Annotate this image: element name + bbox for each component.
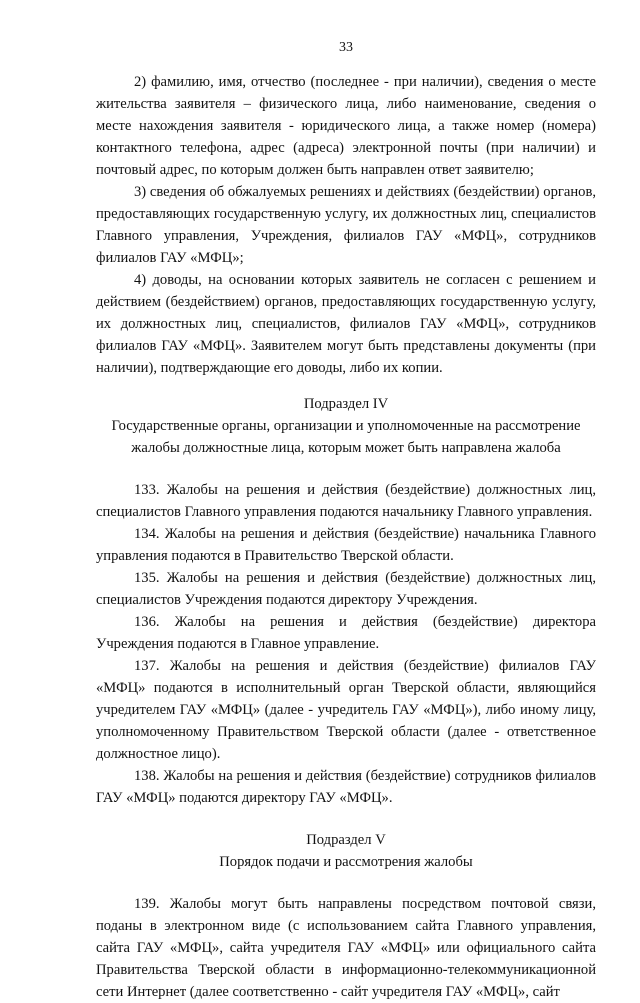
section-4-subtitle: Государственные органы, организации и уполномоченные на рассмотрение жалобы должностные лица, которым может быть направлена жалоба [111,418,581,456]
paragraph-item-2: 2) фамилию, имя, отчество (последнее - при наличии), сведения о месте жительства заявителя – физического лица, либо наименование, сведения о месте нахождения заявителя - юридического лица, а также номер (номера) контактного телефона, адрес (адреса) электронной почты (при наличии) и почтовый адрес, по которым должен быть направлен ответ заявителю; [96,74,596,178]
paragraph-138: 138. Жалобы на решения и действия (бездействие) сотрудников филиалов ГАУ «МФЦ» подаются директору ГАУ «МФЦ». [96,768,596,806]
document-page [96,38,596,1003]
section-4-title: Подраздел IV [303,396,389,412]
paragraph-133: 133. Жалобы на решения и действия (бездействие) должностных лиц, специалистов Главного управления подаются начальнику Главного управления. [96,482,596,520]
paragraph-item-4: 4) доводы, на основании которых заявитель не согласен с решением и действием (бездействием) органов, предоставляющих государственную услугу, их должностных лиц, специалистов, филиалов ГАУ «МФЦ», сотрудников филиалов ГАУ «МФЦ». Заявителем могут быть представлены документы (при наличии), подтверждающие его доводы, либо их копии. [96,272,596,376]
section-5-subtitle: Порядок подачи и рассмотрения жалобы [219,854,473,870]
section-5-title: Подраздел V [306,832,386,848]
paragraph-137: 137. Жалобы на решения и действия (бездействие) филиалов ГАУ «МФЦ» подаются в исполнительный орган Тверской области, являющийся учредителем ГАУ «МФЦ» (далее - учредитель ГАУ «МФЦ»), либо иному лицу, уполномоченному Правительством Тверской области (далее - ответственное должностное лицо). [96,658,596,762]
paragraph-135: 135. Жалобы на решения и действия (бездействие) должностных лиц, специалистов Учреждения подаются директору Учреждения. [96,570,596,608]
paragraph-139: 139. Жалобы могут быть направлены посредством почтовой связи, поданы в электронном виде (с использованием сайта Главного управления, сайта ГАУ «МФЦ», сайта учредителя ГАУ «МФЦ» или официального сайта Правительства Тверской области в информационно-телекоммуникационной сети Интернет (далее соответственно - сайт учредителя ГАУ «МФЦ», сайт [96,896,596,1000]
paragraph-136: 136. Жалобы на решения и действия (бездействие) директора Учреждения подаются в Главное управление. [96,614,596,652]
paragraph-item-3: 3) сведения об обжалуемых решениях и действиях (бездействии) органов, предоставляющих государственную услугу, их должностных лиц, специалистов Главного управления, Учреждения, филиалов ГАУ «МФЦ», сотрудников филиалов ГАУ «МФЦ»; [96,184,596,266]
paragraph-134: 134. Жалобы на решения и действия (бездействие) начальника Главного управления подаются в Правительство Тверской области. [96,526,596,564]
page-number: 33 [339,40,353,55]
